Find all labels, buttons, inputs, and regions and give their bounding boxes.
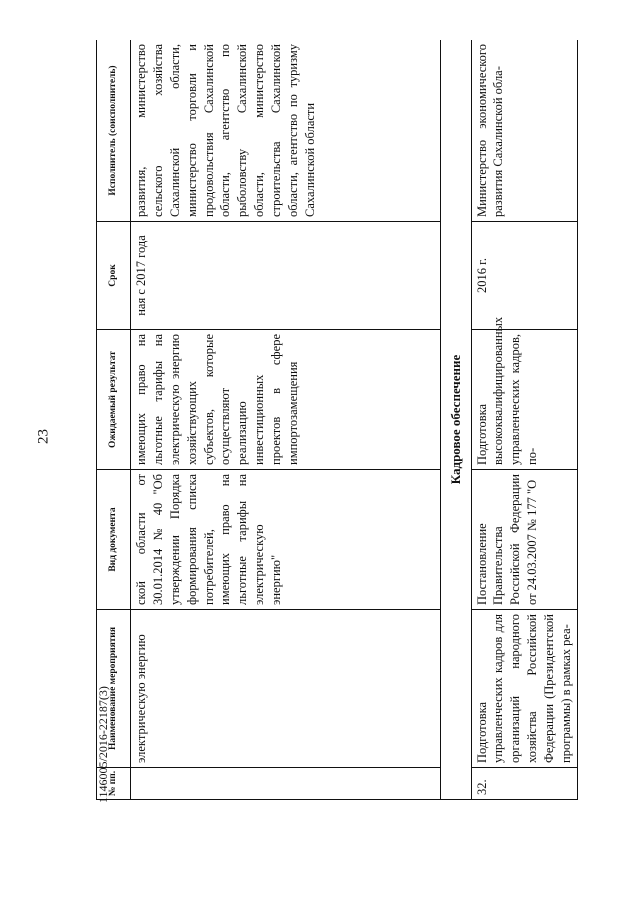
page-number: 23 [35,429,52,444]
table-row [471,40,577,800]
rotated-content [96,40,636,800]
row-result: имеющих право на льготные тарифы на электрическую энергию хозяйствующих субъектов, которые осуществляют реализацию инвестиционных проектов в сфере импортозамещения [131,330,441,470]
header-name: Наименование мероприятия [97,610,131,768]
header-result: Ожидаемый результат [97,330,131,470]
row-name: Подготовка управленческих кадров для организаций народного хозяйства Российской Федерации (Президентской программы) в рамках реа- [471,610,577,768]
row-executor: Министерство экономического развития Сахалинской обла- [471,40,577,222]
row-name: электрическую энергию [131,610,441,768]
row-result: Подготовка высококвалифицированных управленческих кадров, по- [471,330,577,470]
row-term: ная с 2017 года [131,222,441,330]
row-number [131,768,441,800]
header-doc: Вид документа [97,470,131,610]
table-row [131,40,441,800]
header-term: Срок [97,222,131,330]
section-row [441,40,472,800]
section-title: Кадровое обеспечение [441,40,472,800]
row-doc: ской области от 30.01.2014 № 40 "Об утверждении Порядка формирования списка потребителей, имеющих право на льготные тарифы на электрическую энергию" [131,470,441,610]
row-term: 2016 г. [471,222,577,330]
measures-table [96,40,578,800]
document-code: 1146005/2016-22187(3) [96,686,110,803]
rotated-table-area [96,40,636,800]
header-number: № пп. [97,768,131,800]
row-executor: развития, министерство сельского хозяйства Сахалинской области, министерство торговли и продовольствия Сахалинской области, агентство по рыболовству Сахалинской области, министерство строительства Сахалинской области, агентство по туризму Сахалинской области [131,40,441,222]
row-doc: Постановление Правительства Российской Федерации от 24.03.2007 № 177 "О [471,470,577,610]
row-number: 32. [471,768,577,800]
table-header-row [97,40,131,800]
header-executor: Исполнитель (соисполнитель) [97,40,131,222]
